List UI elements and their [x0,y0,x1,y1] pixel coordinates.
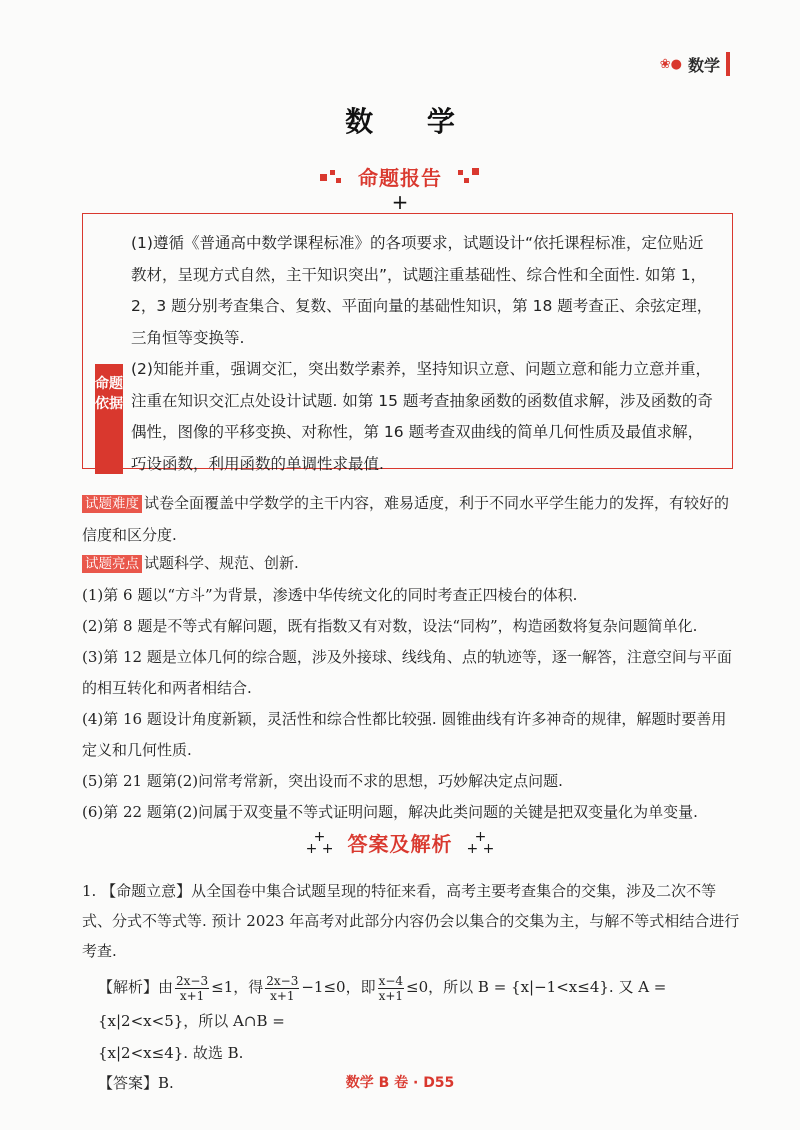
highlights-intro: 试题科学、规范、创新. [144,554,299,572]
highlight-item: (2)第 8 题是不等式有解问题，既有指数又有对数，设法“同构”，构造函数将复杂问题简单化. [82,617,698,635]
plus-cluster-left-icon: + + + [305,828,334,857]
highlight-item: (5)第 21 题第(2)问常考常新，突出设而不求的思想，巧妙解决定点问题. [82,772,563,790]
page-title: 数 学 [345,105,477,138]
highlight-item: (6)第 22 题第(2)问属于双变量不等式证明问题，解决此类问题的关键是把双变量化为单变量. [82,803,698,821]
basis-para-2: (2)知能并重，强调交汇，突出数学素养，坚持知识立意、问题立意和能力立意并重，注重在知识交汇点处设计试题. 如第 15 题考查抽象函数的函数值求解，涉及函数的奇偶性，图像的平移变换、对称性，第 16 题考查双曲线的简单几何性质及最值求解，巧设函数，利用函数的单调性求最值. [131,360,713,473]
difficulty-text: 试卷全面覆盖中学数学的主干内容，难易适度，利于不同水平学生能力的发挥，有较好的信度和区分度. [82,494,730,544]
basis-content [131,228,718,480]
question-number: 1. [82,882,97,900]
tag-bar [726,52,730,76]
plus-icon: + [391,190,409,214]
analysis-label: 【解析】 [98,978,159,996]
basis-box [82,213,733,473]
answer-value: B. [158,1074,174,1092]
highlight-item: (4)第 16 题设计角度新颖，灵活性和综合性都比较强. 圆锥曲线有许多神奇的规律，解题时要善用定义和几何性质. [82,710,727,759]
basis-ribbon: 命题依据 [95,364,123,474]
fraction: $\frac{2x-3}{x+1}$ [176,973,209,1003]
subject-tag-text: 数学 [687,55,720,75]
intent-label: 【命题立意】 [101,882,192,900]
analysis-line-2: {x|2<x≤4}. 故选 B. [98,1044,244,1062]
decor-squares-right-icon [456,166,482,188]
analysis-text: −1≤0，即 [301,978,376,996]
fraction: $\frac{x-4}{x+1}$ [378,973,404,1003]
analysis-text: 由 [158,978,174,996]
analysis-text: ≤1，得 [211,978,264,996]
difficulty-block [82,488,732,551]
plus-cluster-right-icon: + + + [466,828,495,857]
difficulty-label: 试题难度 [82,495,142,513]
analysis-text: ≤0，所以 B = {x|−1<x≤4}. 又 A = {x|2<x<5}，所以 A∩B = [98,978,667,1030]
section-heading-report [0,162,800,191]
section-title-report: 命题报告 [358,166,442,190]
highlights-block [82,548,732,828]
section-title-answers: 答案及解析 [347,832,453,856]
decor-squares-left-icon [318,166,344,188]
intent-text: 从全国卷中集合试题呈现的特征来看，高考主要考查集合的交集，涉及二次不等式、分式不等式等. 预计 2023 年高考对此部分内容仍会以集合的交集为主，与解不等式相结合进行考查. [82,882,740,960]
page-footer: 数学 B 卷 · D55 [345,1075,455,1091]
fraction: $\frac{2x-3}{x+1}$ [266,973,299,1003]
flower-icon: ❀● [659,56,682,72]
question-1 [82,876,742,1098]
analysis-line [82,970,742,1038]
highlights-label: 试题亮点 [82,555,142,573]
subject-tag [660,52,730,76]
section-heading-answers [0,828,800,857]
highlight-item: (1)第 6 题以“方斗”为背景，渗透中华传统文化的同时考查正四棱台的体积. [82,586,578,604]
highlight-item: (3)第 12 题是立体几何的综合题，涉及外接球、线线角、点的轨迹等，逐一解答，注意空间与平面的相互转化和两者相结合. [82,648,732,697]
basis-para-1: (1)遵循《普通高中数学课程标准》的各项要求，试题设计“依托课程标准，定位贴近教材，呈现方式自然，主干知识突出”，试题注重基础性、综合性和全面性. 如第 1，2，3 题分别考查集合、复数、平面向量的基础性知识，第 18 题考查正、余弦定理，三角恒等变换等. [131,234,713,347]
answer-label: 【答案】 [98,1074,159,1092]
